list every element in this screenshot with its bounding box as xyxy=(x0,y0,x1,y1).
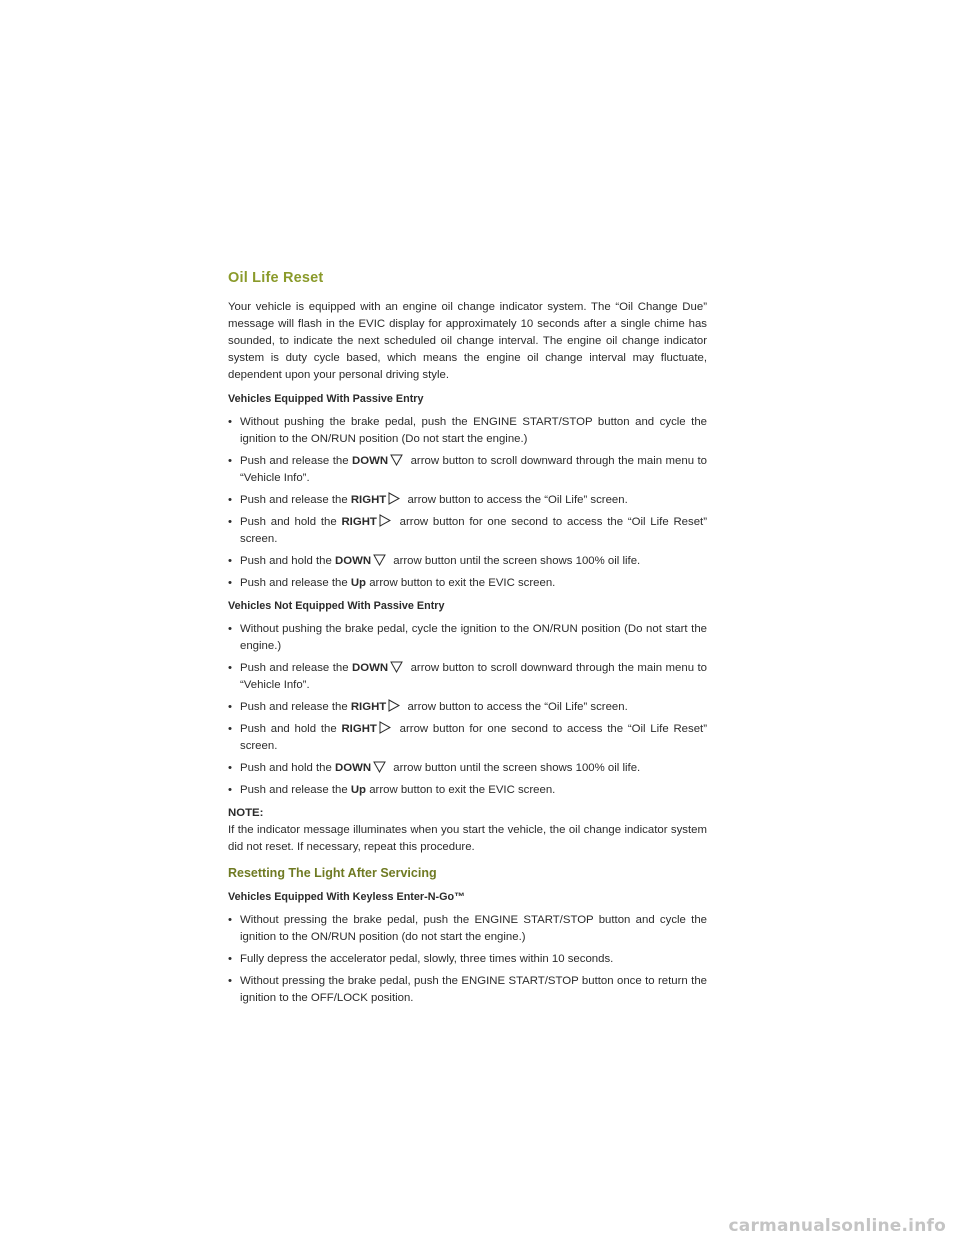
list-item: • Push and release the DOWN arrow button to scroll downward through the main menu to “Vehicle Info”. xyxy=(228,453,707,487)
right-arrow-icon xyxy=(379,721,391,734)
right-button-label: RIGHT xyxy=(341,723,377,735)
up-button-label: Up xyxy=(350,784,367,796)
list-item: • Push and hold the RIGHT arrow button for one second to access the “Oil Life Reset” screen. xyxy=(228,721,707,755)
down-arrow-icon xyxy=(373,761,386,773)
list-item: • Push and hold the DOWN arrow button until the screen shows 100% oil life. xyxy=(228,760,707,777)
note-text: If the indicator message illuminates when you start the vehicle, the oil change indicator system did not reset. If necessary, repeat this procedure. xyxy=(228,824,707,853)
down-button-label: DOWN xyxy=(335,762,372,774)
down-button-label: DOWN xyxy=(352,662,389,674)
keyless-heading: Vehicles Equipped With Keyless Enter-N-Go™ xyxy=(228,891,465,903)
list-item: • Without pushing the brake pedal, push the ENGINE START/STOP button and cycle the ignition to the ON/RUN position (Do not start the engine.) xyxy=(228,414,707,448)
down-button-label: DOWN xyxy=(352,455,389,467)
note-block xyxy=(228,805,707,856)
list-item: • Push and release the Up arrow button to exit the EVIC screen. xyxy=(228,575,707,592)
list-item: • Push and release the DOWN arrow button to scroll downward through the main menu to “Vehicle Info”. xyxy=(228,660,707,694)
right-arrow-icon xyxy=(379,514,391,527)
right-button-label: RIGHT xyxy=(350,494,387,506)
right-button-label: RIGHT xyxy=(341,516,377,528)
passive-entry-steps xyxy=(228,414,707,592)
non-passive-entry-steps xyxy=(228,621,707,799)
up-button-label: Up xyxy=(350,577,367,589)
right-arrow-icon xyxy=(388,492,400,505)
list-item: • Fully depress the accelerator pedal, slowly, three times within 10 seconds. xyxy=(228,951,707,968)
note-label: NOTE: xyxy=(228,807,264,819)
list-item: • Without pressing the brake pedal, push the ENGINE START/STOP button once to return the ignition to the OFF/LOCK position. xyxy=(228,973,707,1007)
section-title: Oil Life Reset xyxy=(228,270,324,286)
down-arrow-icon xyxy=(373,554,386,566)
list-item: • Without pressing the brake pedal, push the ENGINE START/STOP button and cycle the ignition to the ON/RUN position (do not start the engine.) xyxy=(228,912,707,946)
subsection-title: Resetting The Light After Servicing xyxy=(228,866,437,880)
list-item: • Without pushing the brake pedal, cycle the ignition to the ON/RUN position (Do not start the engine.) xyxy=(228,621,707,655)
down-button-label: DOWN xyxy=(335,555,372,567)
right-button-label: RIGHT xyxy=(350,701,387,713)
passive-entry-heading: Vehicles Equipped With Passive Entry xyxy=(228,393,424,405)
down-arrow-icon xyxy=(390,661,403,673)
keyless-steps xyxy=(228,912,707,1007)
list-item: • Push and hold the DOWN arrow button until the screen shows 100% oil life. xyxy=(228,553,707,570)
watermark: carmanualsonline.info xyxy=(728,1216,946,1236)
page-content xyxy=(228,268,707,1013)
list-item: • Push and release the RIGHT arrow button to access the “Oil Life” screen. xyxy=(228,492,707,509)
list-item: • Push and release the RIGHT arrow button to access the “Oil Life” screen. xyxy=(228,699,707,716)
right-arrow-icon xyxy=(388,699,400,712)
non-passive-entry-heading: Vehicles Not Equipped With Passive Entry xyxy=(228,600,445,612)
list-item: • Push and release the Up arrow button to exit the EVIC screen. xyxy=(228,782,707,799)
list-item: • Push and hold the RIGHT arrow button for one second to access the “Oil Life Reset” screen. xyxy=(228,514,707,548)
intro-paragraph: Your vehicle is equipped with an engine oil change indicator system. The “Oil Change Due” message will flash in the EVIC display for approximately 10 seconds after a single chime has sounded, to indicate the next scheduled oil change interval. The engine oil change indicator system is duty cycle based, which means the engine oil change interval may fluctuate, dependent upon your personal driving style. xyxy=(228,301,707,381)
down-arrow-icon xyxy=(390,454,403,466)
